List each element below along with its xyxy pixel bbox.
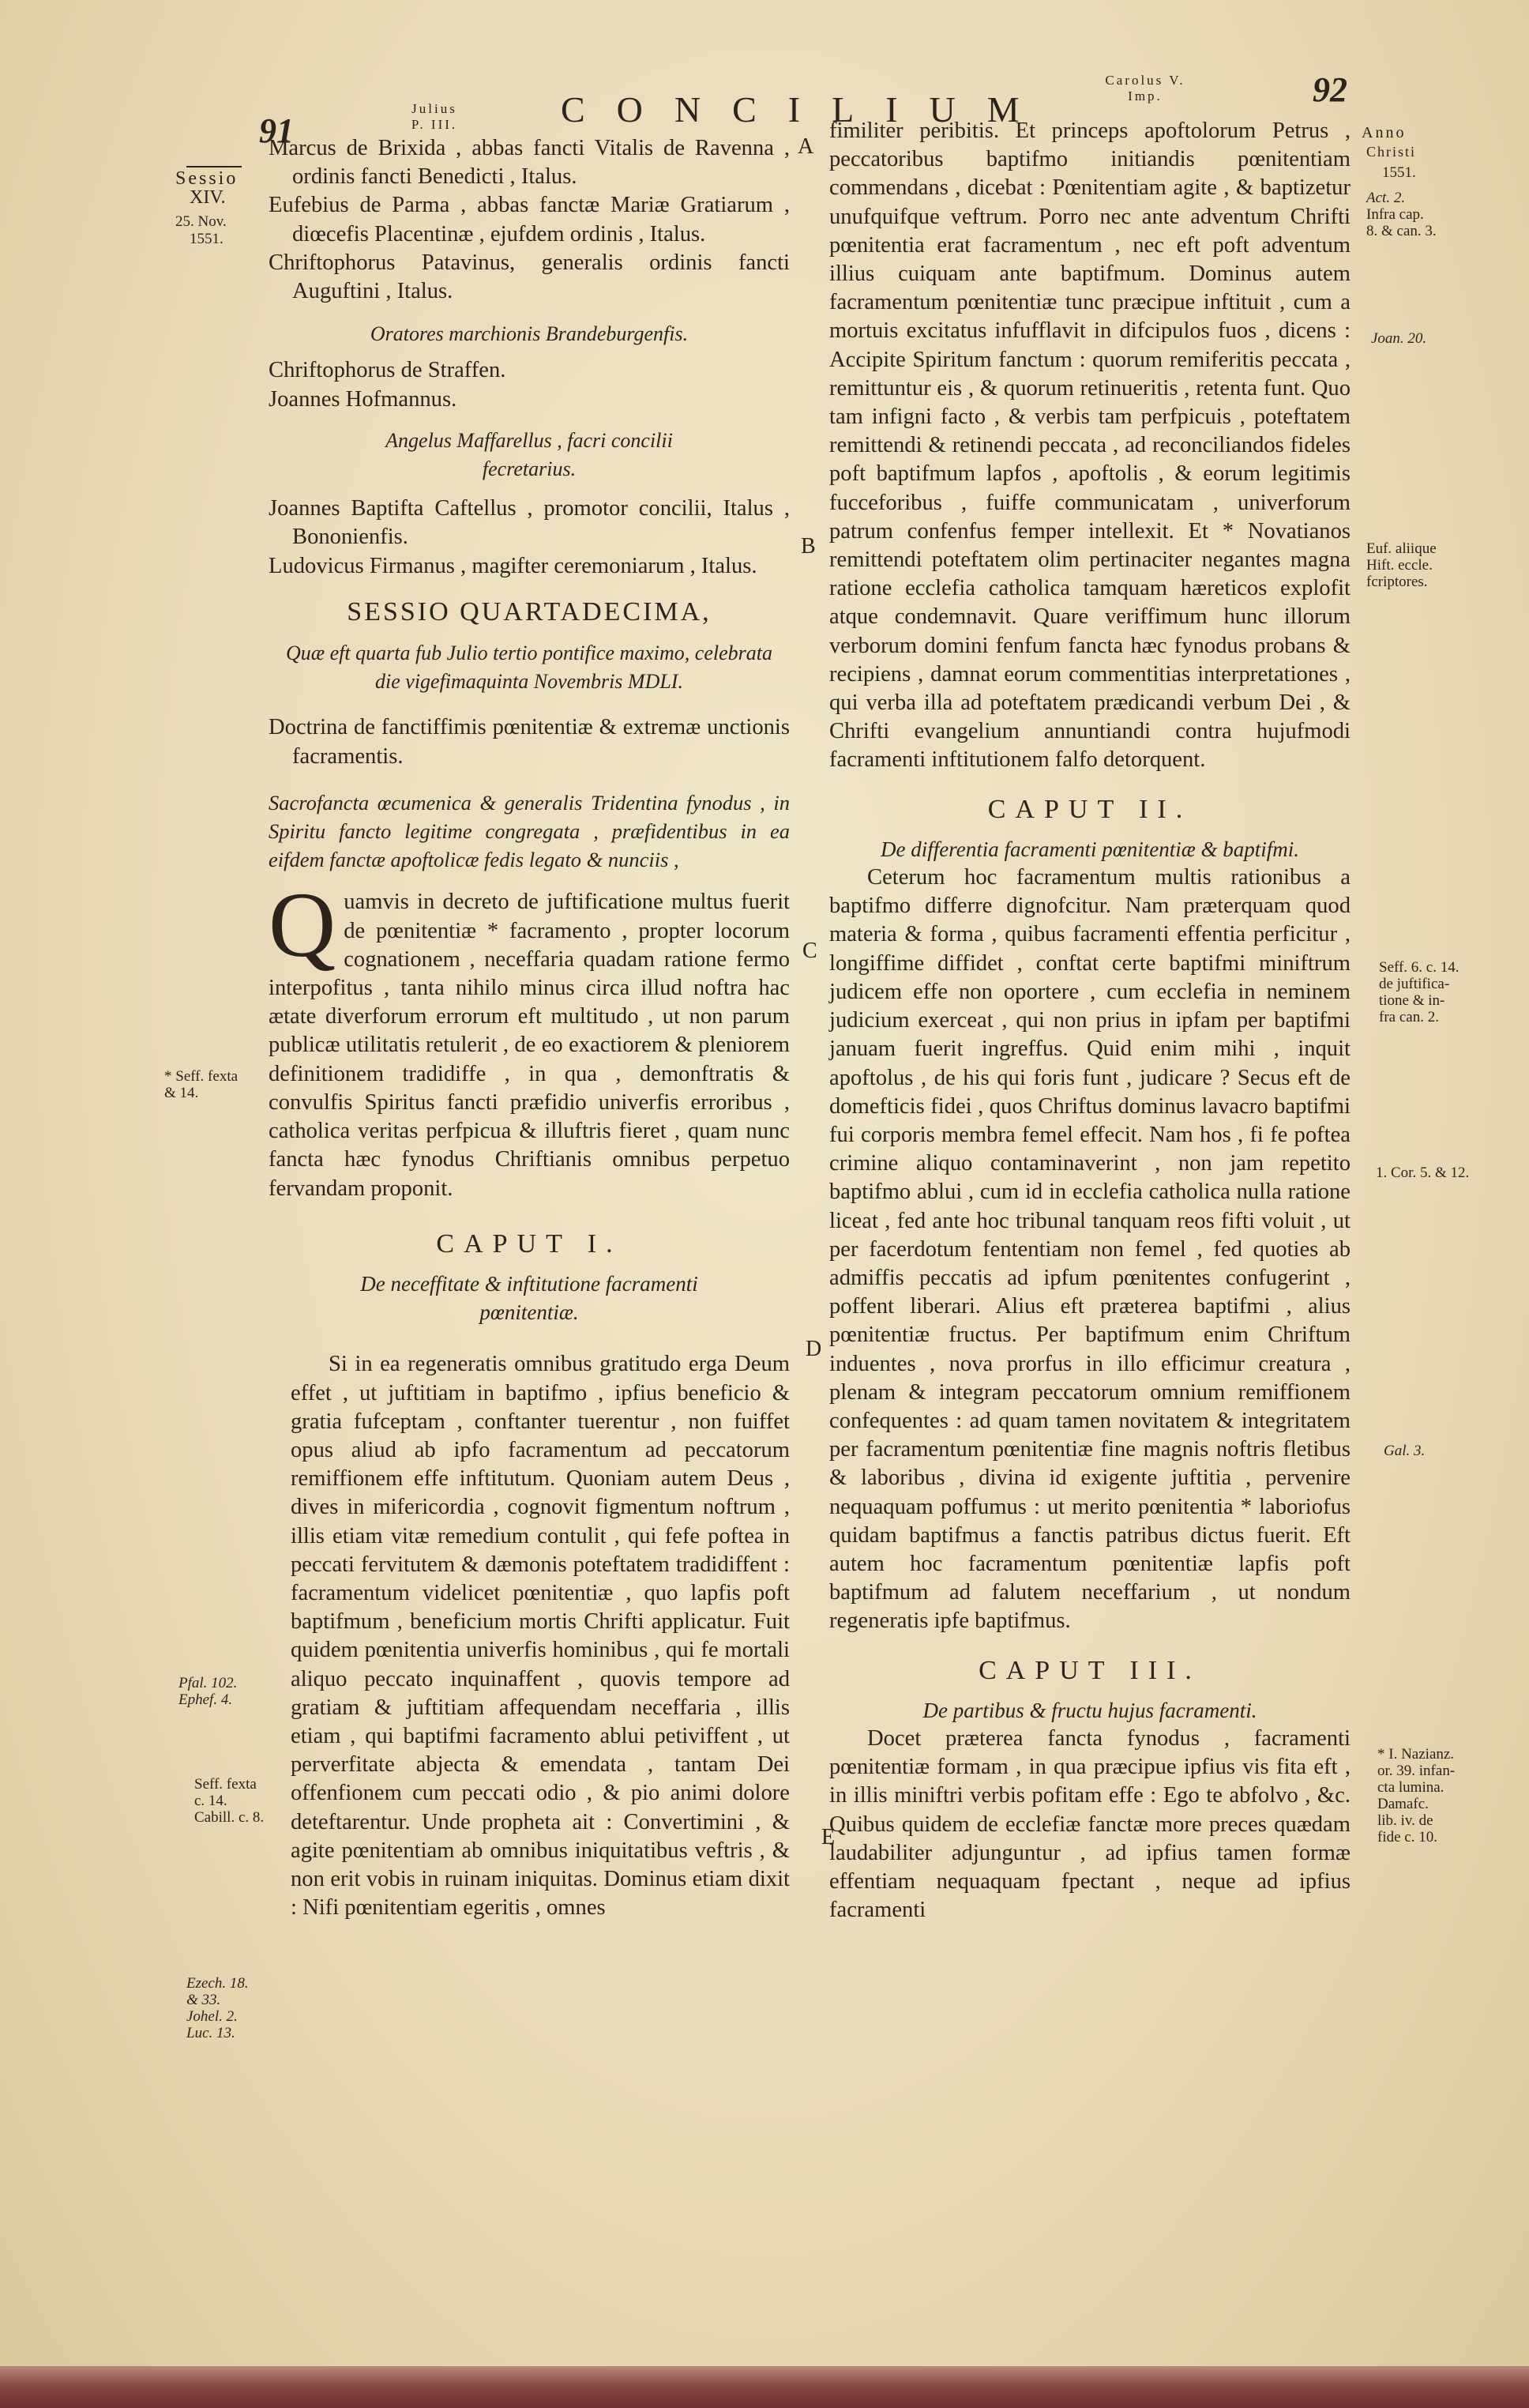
margin-note-acts	[1366, 190, 1437, 239]
margin-christi: Christi	[1366, 144, 1417, 160]
attendee-hofmannus: Joannes Hofmannus.	[269, 386, 457, 412]
chapter-3-text: Docet præterea fancta fynodus , facramenti pœnitentiæ formam , in qua præcipue ipfius vis fita eft , in illis miniftri verbis pofitam effe : Ego te abfolvo , &c. Quibus quidem de ecclefiæ fanctæ more preces quædam laudabiliter adjunguntur , ad ipfius tamen formæ effentiam nequaquam fpectant , neque ad ipfius facramenti	[829, 1725, 1351, 1923]
attendee-firmanus: Ludovicus Firmanus , magifter ceremoniarum , Italus.	[269, 553, 757, 578]
note-line: 8. & can. 3.	[1366, 223, 1437, 239]
chapter-1-subtitle: De neceffitate & inftitutione facramenti pœnitentiæ.	[360, 1271, 698, 1325]
margin-note-ezech	[186, 1975, 249, 2041]
attendee-christophorus: Chriftophorus Patavinus, generalis ordinis fancti Auguftini , Italus.	[269, 250, 790, 304]
chapter-2-text: Ceterum hoc facramentum multis rationibus a baptifmo differre dignofcitur. Nam præterquam quod materia & forma , quibus facramenti effentia perficitur , longiffime diffidet , conftat certe baptifmi miniftrum judicem effe non oportere , cum ecclefia in neminem judicium exerceat , qui non prius in ipfam per baptifmi januam fuerit ingreffus. Quid enim mihi , inquit apoftolus , de his qui foris funt , judicare ? Secus eft de domefticis fidei , quos Chriftus dominus lavacro baptifmi fui corporis membra femel effecit. Nam hos , fi fe poftea crimine aliquo contaminaverint , non jam repetito baptifmo ablui , cum id in ecclefia catholica nulla ratione liceat , fed ante hoc tribunal tanquam reos fifti voluit , ut per facerdotum fententiam non femel , fed quoties ab admiffis peccatis ad ipfum pœnitentes confugerint , poffent liberari. Alius eft præterea baptifmi , alius pœnitentiæ fructus. Per baptifmum enim Chriftum induentes , nova prorfus in illo efficimur creatura , plenam & integram peccatorum omnium remiffionem confequentes : ad quam tamen novitatem & integritatem per facramentum pœnitentiæ fine magnis noftris fletibus & laboribus , divina id exigente juftitia , pervenire nequaquam poffumus : ut merito pœnitentia * laboriofus quidam baptifmus a fanctis patribus dictus fuerit. Eft autem hoc facramentum pœnitentiæ lapfis poft baptifmum ad falutem neceffarium , ut nondum regeneratis ipfe baptifmus.	[829, 865, 1351, 1634]
note-line: Ezech. 18.	[186, 1975, 249, 1992]
margin-note-sessio-6	[1379, 959, 1460, 1025]
note-line: Cabill. c. 8.	[194, 1809, 265, 1826]
note-line: & 33.	[186, 1992, 221, 2008]
note-line: * Seff. fexta	[164, 1068, 239, 1085]
note-line: cta lumina.	[1377, 1779, 1444, 1796]
session-subtitle: Quæ eft quarta fub Julio tertio pontifice maximo, celebrata die vigefimaquinta Novembris MDLI.	[286, 642, 772, 694]
margin-anno: Anno	[1362, 124, 1407, 141]
note-line: Seff. 6. c. 14.	[1379, 959, 1460, 976]
margin-note-galatians: Gal. 3.	[1384, 1443, 1426, 1459]
heading-oratores: Oratores marchionis Brandeburgenfis.	[370, 322, 689, 346]
note-line: Damafc.	[1377, 1796, 1429, 1812]
book-binding-edge	[0, 2366, 1529, 2408]
note-line: Euf. aliique	[1366, 540, 1437, 557]
section-marker-b: B	[801, 534, 816, 559]
decree-intro-text: uamvis in decreto de juftificatione multus fuerit de pœnitentiæ * facramento , propter locorum cognationem , neceffaria quadam ratione fermo interpofitus , tanta nihilo minus circa illud noftra hac ætate diverforum errorum eft multitudo , ut non parum publicæ utilitatis retulerit , de eo exactiorem & pleniorem definitionem tradidiffe , in qua , demonftratis & convulfis Spiritus fancti præfidio univerfis erroribus , catholica veritas perfpicua & illuftris fieret , quam nunc fancta hæc fynodus Chriftianis omnibus perpetuo fervandam proponit.	[269, 890, 790, 1201]
note-line: c. 14.	[194, 1793, 227, 1809]
attendee-eusebius: Eufebius de Parma , abbas fanctæ Mariæ Gratiarum , diœcefis Placentinæ , ejufdem ordinis , Italus.	[269, 193, 790, 246]
section-marker-e: E	[821, 1825, 836, 1849]
drop-capital: Q	[269, 873, 336, 977]
left-running-head	[371, 101, 498, 133]
margin-date-2: 1551.	[190, 231, 224, 247]
decree-preamble: Sacrofancta œcumenica & generalis Tridentina fynodus , in Spiritu fancto legitime congregata , præfidentibus in ea eifdem fanctæ apoftolicæ fedis legato & nunciis ,	[269, 790, 790, 872]
left-column	[269, 134, 790, 1922]
right-running-head	[1082, 73, 1208, 104]
margin-note-eusebius	[1366, 540, 1437, 590]
margin-note-nazianzen	[1377, 1746, 1455, 1846]
note-line: Pfal. 102.	[178, 1675, 238, 1691]
left-runhead-line2: P. III.	[411, 117, 458, 132]
margin-sessio: Sessio	[175, 168, 239, 189]
right-runhead-line1: Carolus V.	[1105, 73, 1185, 88]
doctrina-heading: Doctrina de fanctiffimis pœnitentiæ & extremæ unctionis facramentis.	[269, 715, 790, 769]
margin-rule	[186, 166, 242, 167]
chapter-2-title: CAPUT II.	[987, 794, 1193, 824]
note-line: lib. iv. de	[1377, 1812, 1433, 1829]
section-marker-d: D	[806, 1337, 822, 1361]
note-line: Infra cap.	[1366, 206, 1424, 223]
right-runhead-line2: Imp.	[1128, 88, 1163, 103]
margin-date-1: 25. Nov.	[175, 213, 227, 230]
margin-sessio-number: XIV.	[190, 187, 226, 208]
note-line: fra can. 2.	[1379, 1009, 1439, 1025]
chapter-3-title: CAPUT III.	[979, 1655, 1201, 1685]
attendee-marcus: Marcus de Brixida , abbas fancti Vitalis de Ravenna , ordinis fancti Benedicti , Italus.	[269, 136, 790, 190]
note-line: Ephef. 4.	[178, 1691, 233, 1708]
note-line: Hift. eccle.	[1366, 557, 1433, 574]
note-line: tione & in-	[1379, 992, 1445, 1009]
decree-intro	[269, 873, 790, 1202]
chapter-2-subtitle: De differentia facramenti pœnitentiæ & baptifmi.	[881, 837, 1299, 861]
chapter-1-continued: fimiliter peribitis. Et princeps apoftolorum Petrus , peccatoribus baptifmo initiandis pœnitentiam commendans , dicebat : Pœnitentiam agite , & baptizetur unufquifque veftrum. Porro nec ante adventum Chrifti pœnitentia erat facramentum , nec eft poft adventum illius cuiquam ante baptifmum. Dominus autem facramentum pœnitentiæ tunc præcipue inftituit , cum a mortuis excitatus infufflavit in difcipulos fuos , dicens : Accipite Spiritum fanctum : quorum remiferitis peccata , remittuntur eis , & quorum retinueritis , retenta funt. Quo tam infigni facto , & verbis tam perfpicuis , poteftatem remittendi & retinendi peccata , ad reconciliandos fideles poft baptifmum lapfos , apoftolis , & eorum legitimis fucceforibus , fuiffe communicatam , univerforum patrum confenfus femper intellexit. Et * Novatianos remittendi poteftatem olim pertinaciter negantes magna ratione ecclefia catholica tamquam hæreticos explofit atque condemnavit. Quare veriffimum hunc illorum verborum domini fenfum fancta hæc fynodus probans & recipiens , damnat eorum commentitias interpretationes , qui verba illa ad poteftatem prædicandi verbum Dei , & Chrifti evangelium annuntiandi contra hujufmodi facramenti inftitutionem falfo detorquent.	[829, 119, 1351, 773]
note-line: or. 39. infan-	[1377, 1763, 1456, 1779]
note-line: & 14.	[164, 1085, 199, 1101]
attendee-castellus: Joannes Baptifta Caftellus , promotor concilii, Italus , Bononienfis.	[269, 496, 790, 550]
section-marker-a: A	[798, 134, 814, 159]
note-line: * I. Nazianz.	[1377, 1746, 1455, 1763]
heading-angelus-2: fecretarius.	[482, 457, 577, 481]
margin-year: 1551.	[1382, 164, 1416, 181]
note-line: fcriptores.	[1366, 574, 1428, 590]
margin-note-cabill	[194, 1776, 264, 1826]
chapter-1-title: CAPUT I.	[436, 1228, 622, 1259]
page-title: CONCILIUM	[561, 89, 1051, 130]
left-runhead-line1: Julius	[411, 101, 457, 116]
margin-note-corinthians: 1. Cor. 5. & 12.	[1376, 1164, 1470, 1181]
note-line: fide c. 10.	[1377, 1829, 1437, 1846]
left-folio-number: 91	[259, 111, 294, 150]
note-line: Seff. fexta	[194, 1776, 257, 1793]
right-column	[829, 117, 1351, 1925]
attendee-straffen: Chriftophorus de Straffen.	[269, 358, 506, 383]
note-line: Luc. 13.	[186, 2025, 235, 2041]
note-line: Johel. 2.	[186, 2008, 238, 2025]
note-line: de juftifica-	[1379, 976, 1450, 992]
chapter-1-text: Si in ea regeneratis omnibus gratitudo erga Deum effet , ut juftitiam in baptifmo , ipfius beneficio & gratia fufceptam , conftanter tuerentur , non fuiffet opus aliud ab ipfo facramentum ad peccatorum remiffionem effe inftitutum. Quoniam autem Deus , dives in mifericordia , cognovit figmentum noftrum , illis etiam vitæ remedium contulit , qui fefe poftea in peccati fervitutem & dæmonis poteftatem tradidiffent : facramentum videlicet pœnitentiæ , quo lapfis poft baptifmum , beneficium mortis Chrifti applicatur. Fuit quidem pœnitentia univerfis hominibus , qui fe mortali aliquo peccato inquinaffent , quovis tempore ad gratiam & juftitiam affequendam neceffaria , illis etiam , qui baptifmi facramento ablui petiviffent , ut perverfitate abjecta & emendata , tantam Dei offenfionem cum peccati odio , & pio animi dolore deteftarentur. Unde propheta ait : Convertimini , & agite pœnitentiam ab omnibus iniquitatibus veftris , & non erit vobis in ruinam iniquitas. Dominus etiam dixit : Nifi pœnitentiam egeritis , omnes	[291, 1352, 790, 1921]
note-line: Act. 2.	[1366, 190, 1406, 206]
margin-note-sessio-sexta	[164, 1068, 238, 1101]
margin-note-john: Joan. 20.	[1371, 330, 1427, 347]
chapter-3-subtitle: De partibus & fructu hujus facramenti.	[922, 1698, 1257, 1722]
heading-angelus-1: Angelus Maffarellus , facri concilii	[385, 428, 673, 452]
margin-note-psalm	[178, 1675, 237, 1708]
right-folio-number: 92	[1313, 70, 1347, 109]
session-title: SESSIO QUARTADECIMA,	[347, 596, 712, 626]
section-marker-c: C	[802, 939, 817, 963]
